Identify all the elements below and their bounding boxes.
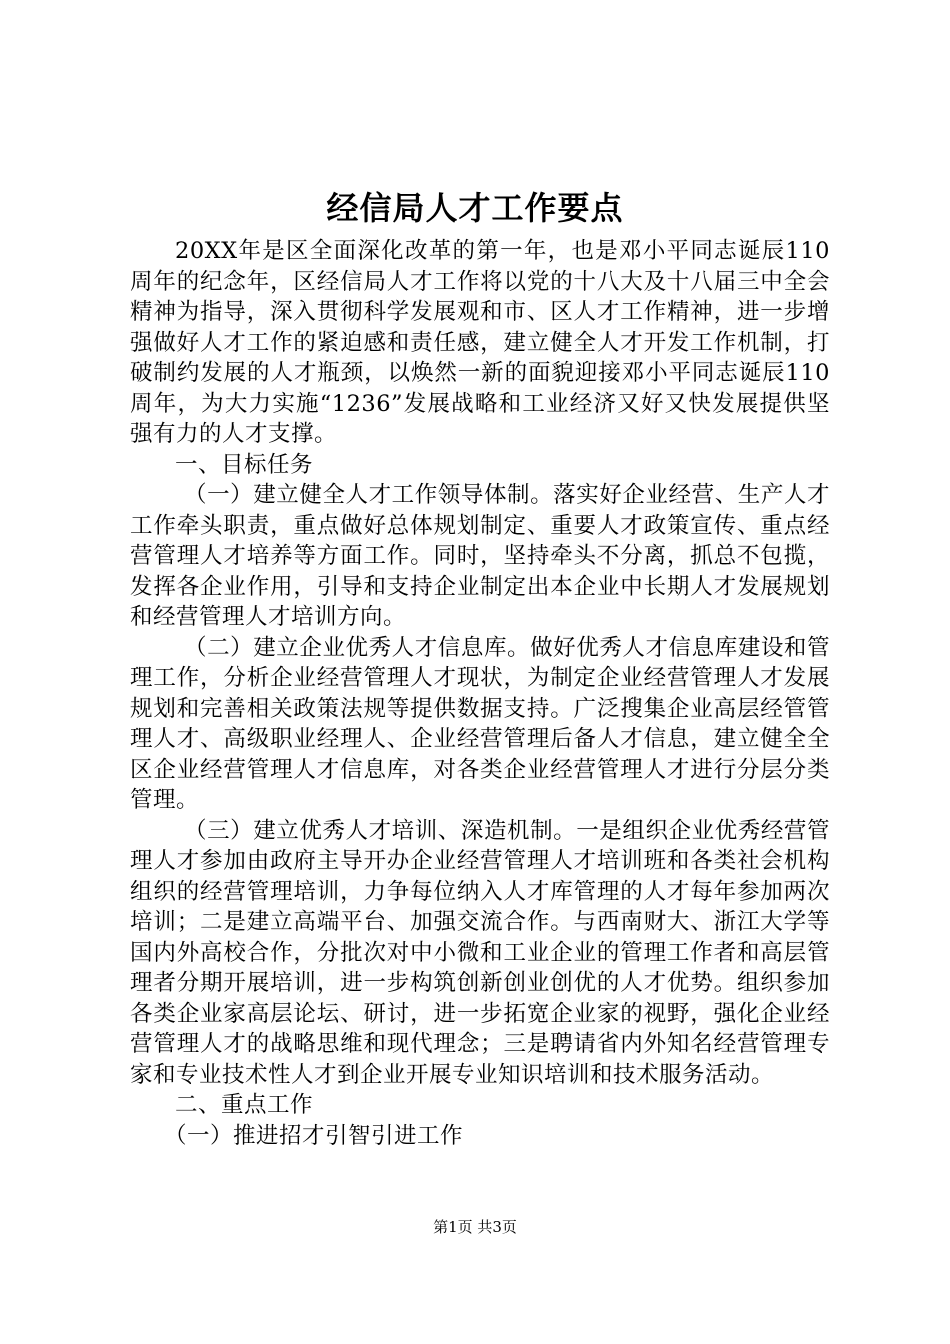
paragraph-talent-database: （二）建立企业优秀人才信息库。做好优秀人才信息库建设和管理工作，分析企业经营管理人才现状，为制定企业经营管理人才发展规划和完善相关政策法规等提供数据支持。广泛搜集企业高层经管管理人才、高级职业经理人、企业经营管理后备人才信息，建立健全全区企业经营管理人才信息库，对各类企业经营管理人才进行分层分类管理。 bbox=[130, 634, 830, 813]
intro-paragraph: 20XX年是区全面深化改革的第一年，也是邓小平同志诞辰110周年的纪念年，区经信局人才工作将以党的十八大及十八届三中全会精神为指导，深入贯彻科学发展观和市、区人才工作精神，进一步增强做好人才工作的紧迫感和责任感，建立健全人才开发工作机制，打破制约发展的人才瓶颈，以焕然一新的面貌迎接邓小平同志诞辰110周年，为大力实施“1236”发展战略和工业经济又好又快发展提供坚强有力的人才支撑。 bbox=[130, 238, 830, 447]
page-number-footer: 第1页 共3页 bbox=[433, 1218, 517, 1236]
section-heading-key-work: 二、重点工作 bbox=[175, 1092, 314, 1118]
section-heading-targets: 一、目标任务 bbox=[175, 451, 314, 478]
paragraph-training-mechanism: （三）建立优秀人才培训、深造机制。一是组织企业优秀经营管理人才参加由政府主导开办企业经营管理人才培训班和各类社会机构组织的经营管理培训，力争每位纳入人才库管理的人才每年参加两次培训；二是建立高端平台、加强交流合作。与西南财大、浙江大学等国内外高校合作，分批次对中小微和工业企业的管理工作者和高层管理者分期开展培训，进一步构筑创新创业创优的人才优势。组织参加各类企业家高层论坛、研讨，进一步拓宽企业家的视野，强化企业经营管理人才的战略思维和现代理念；三是聘请省内外知名经营管理专家和专业技术性人才到企业开展专业知识培训和技术服务活动。 bbox=[130, 817, 830, 1088]
document-title: 经信局人才工作要点 bbox=[326, 189, 624, 227]
document-body bbox=[130, 236, 830, 1151]
paragraph-leadership-system: （一）建立健全人才工作领导体制。落实好企业经营、生产人才工作牵头职责，重点做好总体规划制定、重要人才政策宣传、重点经营管理人才培养等方面工作。同时，坚持牵头不分离，抓总不包揽，发挥各企业作用，引导和支持企业制定出本企业中长期人才发展规划和经营管理人才培训方向。 bbox=[130, 482, 830, 630]
subsection-heading-recruitment: （一）推进招才引智引进工作 bbox=[164, 1122, 464, 1149]
